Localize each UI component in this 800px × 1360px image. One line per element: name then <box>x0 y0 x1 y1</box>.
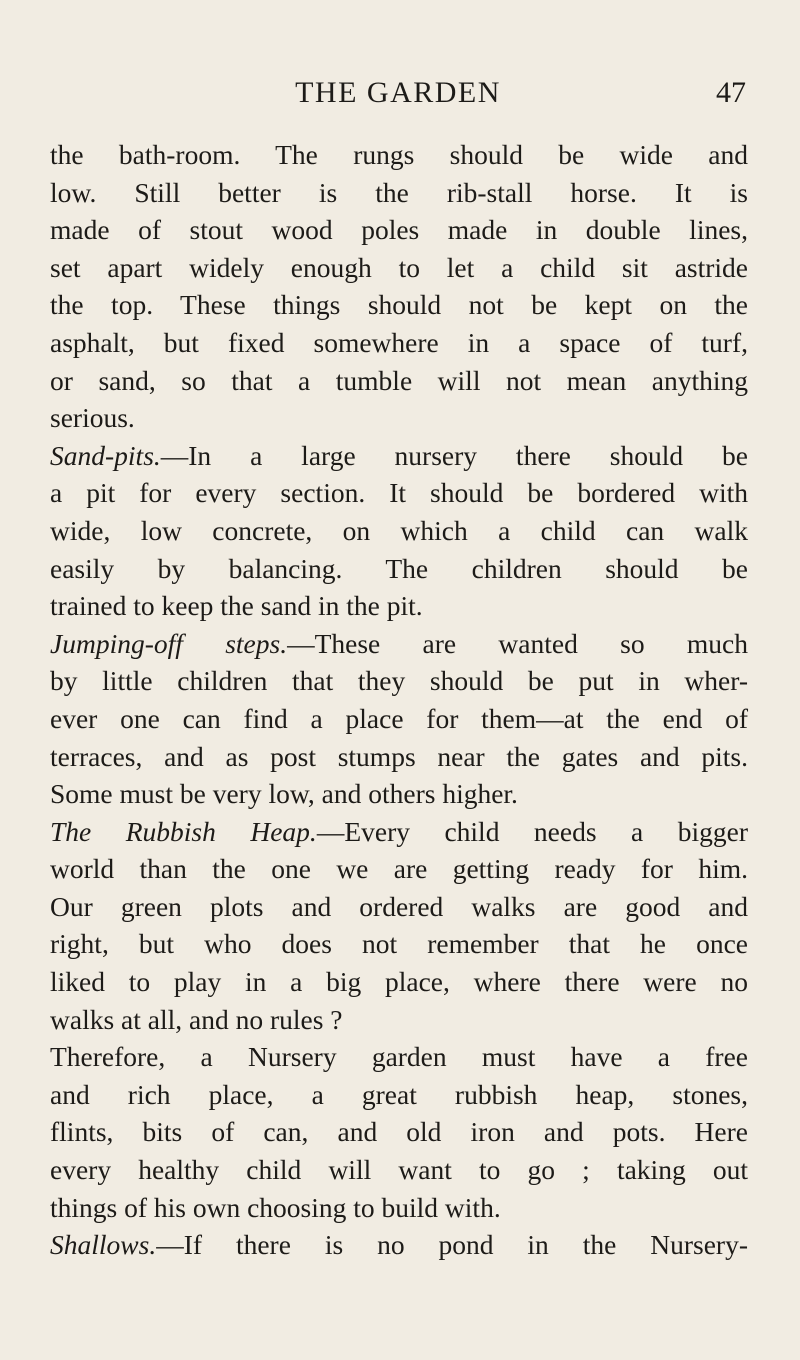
text-line <box>50 1001 748 1039</box>
body-text <box>50 136 748 1264</box>
text-line <box>50 850 748 888</box>
line-text: —These are wanted so much <box>287 627 748 659</box>
text-line <box>50 1076 748 1114</box>
text-line <box>50 512 748 550</box>
text-line <box>50 1189 748 1227</box>
line-text: walks at all, and no rules ? <box>50 1003 343 1035</box>
text-line <box>50 925 748 963</box>
line-text: Our green plots and ordered walks are good and <box>50 890 748 922</box>
text-line <box>50 550 748 588</box>
section-lead: The Rubbish Heap. <box>50 815 317 847</box>
text-line <box>50 136 748 174</box>
text-line <box>50 286 748 324</box>
text-line <box>50 963 748 1001</box>
line-text: right, but who does not remember that he once <box>50 928 748 960</box>
text-line <box>50 324 748 362</box>
line-text: trained to keep the sand in the pit. <box>50 590 423 622</box>
running-head <box>50 73 746 113</box>
line-text: serious. <box>50 402 135 434</box>
line-text: things of his own choosing to build with. <box>50 1191 501 1223</box>
text-line <box>50 888 748 926</box>
line-text: set apart widely enough to let a child sit astride <box>50 251 748 283</box>
line-text: low. Still better is the rib-stall horse. It is <box>50 176 748 208</box>
line-text: easily by balancing. The children should be <box>50 552 748 584</box>
line-text: wide, low concrete, on which a child can walk <box>50 514 748 546</box>
line-text: asphalt, but fixed somewhere in a space of turf, <box>50 326 748 358</box>
text-line <box>50 813 748 851</box>
chapter-title: THE GARDEN <box>295 76 501 109</box>
text-line <box>50 1151 748 1189</box>
text-line <box>50 437 748 475</box>
line-text: Some must be very low, and others higher. <box>50 778 518 810</box>
line-text: —Every child needs a bigger <box>316 815 748 847</box>
line-text: by little children that they should be put in wher- <box>50 665 748 697</box>
text-line <box>50 1226 748 1264</box>
text-line <box>50 700 748 738</box>
line-text: —If there is no pond in the Nursery- <box>156 1229 748 1261</box>
text-line <box>50 738 748 776</box>
line-text: Therefore, a Nursery garden must have a free <box>50 1041 748 1073</box>
line-text: the bath-room. The rungs should be wide and <box>50 139 748 170</box>
text-line <box>50 249 748 287</box>
text-line <box>50 1113 748 1151</box>
page-number: 47 <box>716 76 746 109</box>
section-lead: Jumping-off steps. <box>50 627 288 659</box>
text-line <box>50 474 748 512</box>
line-text: or sand, so that a tumble will not mean anything <box>50 364 748 396</box>
text-line <box>50 625 748 663</box>
line-text: made of stout wood poles made in double lines, <box>50 214 748 246</box>
line-text: the top. These things should not be kept on the <box>50 289 748 321</box>
text-line <box>50 1038 748 1076</box>
section-lead: Sand-pits. <box>50 439 161 471</box>
section-lead: Shallows. <box>50 1229 157 1261</box>
line-text: a pit for every section. It should be bordered with <box>50 477 748 509</box>
line-text: and rich place, a great rubbish heap, stones, <box>50 1078 748 1110</box>
text-line <box>50 399 748 437</box>
line-text: ever one can find a place for them—at the end of <box>50 702 748 734</box>
line-text: liked to play in a big place, where there were no <box>50 966 748 998</box>
text-line <box>50 174 748 212</box>
line-text: every healthy child will want to go ; taking out <box>50 1154 748 1186</box>
line-text: world than the one we are getting ready for him. <box>50 853 748 885</box>
line-text: flints, bits of can, and old iron and pots. Here <box>50 1116 748 1148</box>
text-line <box>50 362 748 400</box>
line-text: terraces, and as post stumps near the gates and pits. <box>50 740 748 772</box>
text-line <box>50 587 748 625</box>
line-text: —In a large nursery there should be <box>160 439 748 471</box>
text-line <box>50 211 748 249</box>
text-line <box>50 662 748 700</box>
text-line <box>50 775 748 813</box>
